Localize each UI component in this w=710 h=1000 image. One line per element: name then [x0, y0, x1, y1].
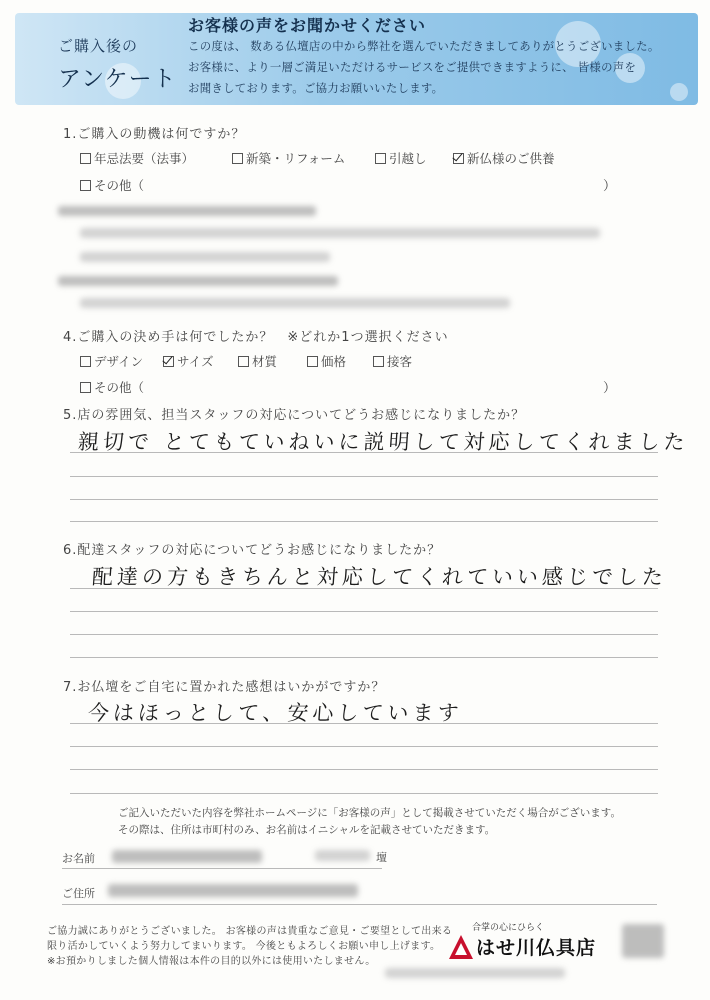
name-label: お名前 [62, 852, 95, 865]
header-heading: お客様の声をお聞かせください [188, 16, 427, 35]
redacted-options [80, 252, 330, 262]
address-underline [62, 904, 657, 905]
q4-other-close-paren: ） [603, 381, 617, 396]
consent-line: ご記入いただいた内容を弊社ホームページに「お客様の声」として掲載させていただく場合がございます。 [118, 807, 621, 819]
checkbox[interactable] [80, 356, 91, 367]
bubble-decoration [670, 83, 688, 101]
intro-line: お聞きしております。ご協力お願いいたします。 [188, 81, 444, 95]
answer-line [70, 588, 658, 589]
answer-line [70, 793, 658, 794]
q4-question: 4.ご購入の決め手は何でしたか？ ※どれか1つ選択ください [63, 330, 449, 345]
redacted-question [58, 276, 338, 286]
q4-option-size[interactable]: サイズ [163, 352, 214, 370]
checkbox[interactable] [232, 153, 243, 164]
q4-option-service[interactable]: 接客 [373, 352, 412, 370]
q4-option-design[interactable]: デザイン [80, 352, 143, 370]
shop-logo [448, 922, 598, 966]
answer-line [70, 657, 658, 658]
answer-line [70, 769, 658, 770]
q5-question: 5.店の雰囲気、担当スタッフの対応についてどうお感じになりましたか？ [63, 408, 526, 423]
redacted-name[interactable] [112, 850, 262, 863]
checkbox-checked[interactable] [163, 356, 174, 367]
logo-name: はせ川仏具店 [476, 937, 597, 959]
answer-line [70, 521, 658, 522]
q6-question: 6.配達スタッフの対応についてどうお感じになりましたか？ [63, 543, 442, 558]
answer-line [70, 634, 658, 635]
answer-line [70, 611, 658, 612]
redacted-options [80, 298, 510, 308]
q5-handwritten-answer[interactable]: 親切で とてもていねいに説明して対応してくれました [77, 430, 690, 454]
footer-line: 限り活かしていくよう努力してまいります。 今後ともよろしくお願い申し上げます。 [47, 941, 441, 952]
q1-option-newbuild[interactable]: 新築・リフォーム [232, 149, 345, 167]
name-underline [62, 868, 382, 869]
logo-tagline: 合掌の心にひらく [472, 923, 545, 933]
q1-option-moving[interactable]: 引越し [375, 149, 427, 167]
answer-line [70, 723, 658, 724]
q1-option-new-buddha[interactable]: 新仏様のご供養 [453, 149, 555, 167]
checkbox[interactable] [375, 153, 386, 164]
checkbox-checked[interactable] [453, 153, 464, 164]
checkbox[interactable] [373, 356, 384, 367]
footer-line: ご協力誠にありがとうございました。 お客様の声は貴重なご意見・ご要望として出来る [47, 926, 453, 937]
q6-handwritten-answer[interactable]: 配達の方もきちんと対応してくれていい感じでした [91, 565, 668, 589]
checkbox[interactable] [238, 356, 249, 367]
consent-line: その際は、住所は市町村のみ、お名前はイニシャルを記載させていただきます。 [118, 824, 496, 836]
q1-other-close-paren: ） [603, 179, 617, 194]
redacted-question [58, 206, 316, 216]
q7-question: 7.お仏壇をご自宅に置かれた感想はいかがですか？ [63, 680, 386, 695]
q4-option-other[interactable]: その他（ [80, 378, 144, 396]
redacted-contact [385, 968, 565, 978]
header-main-title: アンケート [58, 66, 177, 92]
q1-option-other[interactable]: その他（ [80, 176, 144, 194]
answer-line [70, 499, 658, 500]
dan-label: 壇 [376, 851, 387, 864]
answer-line [70, 452, 658, 453]
checkbox[interactable] [80, 382, 91, 393]
intro-line: この度は、 数ある仏壇店の中から弊社を選んでいただきましてありがとうございました。 [188, 39, 660, 53]
redacted-logo-detail [622, 924, 664, 958]
address-label: ご住所 [62, 887, 95, 900]
redacted-address[interactable] [108, 884, 358, 897]
answer-line [70, 476, 658, 477]
intro-line: お客様に、より一層ご満足いただけるサービスをご提供できますように、 皆様の声を [188, 60, 637, 74]
header-pre-title: ご購入後の [58, 37, 139, 55]
redacted-options [80, 228, 600, 238]
mountain-logo-icon [448, 934, 474, 960]
checkbox[interactable] [80, 153, 91, 164]
q1-question: 1.ご購入の動機は何ですか？ [63, 127, 246, 142]
checkbox[interactable] [307, 356, 318, 367]
checkbox[interactable] [80, 180, 91, 191]
q4-option-material[interactable]: 材質 [238, 352, 277, 370]
q4-option-price[interactable]: 価格 [307, 352, 346, 370]
answer-line [70, 746, 658, 747]
footer-line: ※お預かりしました個人情報は本件の目的以外には使用いたしません。 [47, 956, 376, 967]
q7-handwritten-answer[interactable]: 今はほっとして、安心しています [87, 701, 464, 725]
q1-option-memorial[interactable]: 年忌法要（法事） [80, 149, 194, 167]
redacted-dan-name[interactable] [315, 850, 370, 861]
